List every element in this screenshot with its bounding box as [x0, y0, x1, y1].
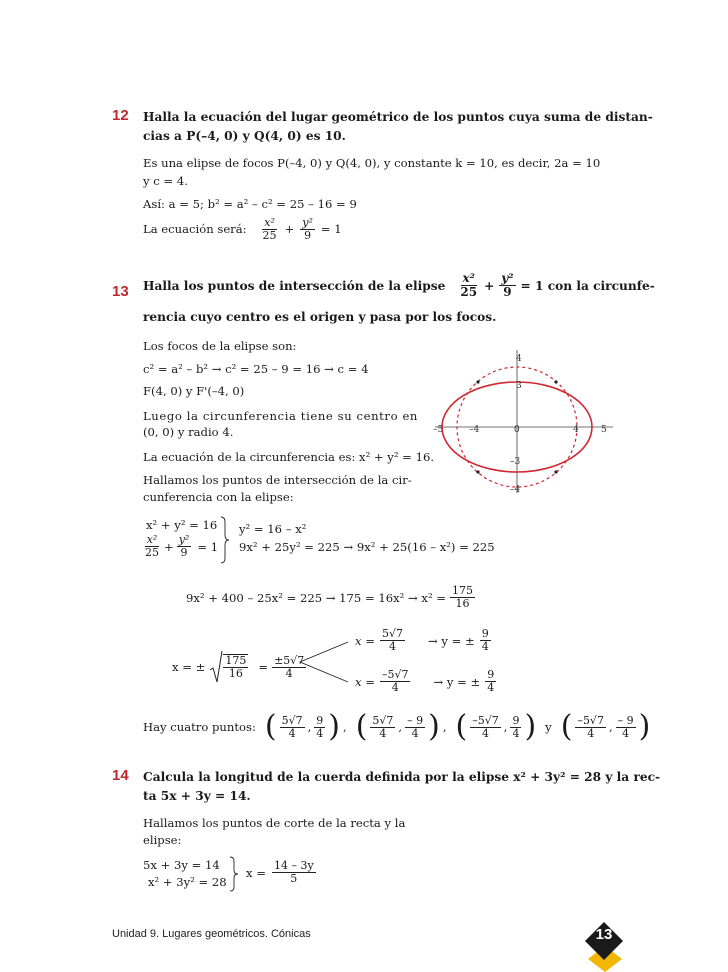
arrow-text: → y = ±: [427, 633, 475, 648]
paren-open: (: [264, 709, 277, 744]
statement-text: = 1 con la circunfe-: [520, 278, 655, 293]
plus-sign: +: [164, 539, 174, 554]
tick-x-0: 0: [514, 425, 520, 435]
problem-14-solve-x: [246, 860, 316, 885]
problem-13-line4: Luego la circunferencia tiene su centro en: [143, 409, 418, 423]
x-equals: x = ±: [172, 660, 206, 674]
paren-open: (: [560, 709, 573, 744]
problem-12-statement-line2: cias a P(–4, 0) y Q(4, 0) es 10.: [143, 129, 346, 143]
paren-close: ): [524, 709, 537, 744]
problem-13-statement-line2: rencia cuyo centro es el origen y pasa por los focos.: [143, 310, 497, 324]
problem-number-14: 14: [112, 767, 129, 784]
problem-number-12: 12: [112, 107, 129, 124]
fraction: $\frac{\text{x²}}{25}$: [262, 216, 277, 242]
system-eq1: x² + y² = 16: [146, 518, 218, 532]
fraction: $\frac{\text{x²}}{25}$: [145, 533, 159, 559]
problem-14-statement-line1: Calcula la longitud de la cuerda definida por la elipse x² + 3y² = 28 y la rec-: [143, 770, 661, 784]
problem-13-statement-line1: [143, 272, 655, 299]
problem-number-13: 13: [112, 283, 129, 300]
problem-12-statement-line1: Halla la ecuación del lugar geométrico de los puntos cuya suma de distan-: [143, 110, 653, 124]
fraction: $\frac{\text{y²}}{9}$: [178, 533, 190, 559]
right-brace-icon: [229, 856, 239, 892]
equals-sign: =: [258, 660, 269, 674]
system-eq2: x² + 3y² = 28: [148, 875, 227, 889]
problem-14-statement-line2: ta 5x + 3y = 14.: [143, 789, 251, 803]
fraction: $\frac{- 9}{4}$: [617, 713, 634, 740]
problem-12-answer-line2: y c = 4.: [143, 174, 188, 188]
system-right-eq2: 9x² + 25y² = 225 → 9x² + 25(16 – x²) = 225: [239, 540, 495, 554]
tick-x-neg5: –5: [433, 425, 444, 435]
footer-chapter-title: Unidad 9. Lugares geométricos. Cónicas: [112, 928, 311, 940]
comma: ,: [503, 720, 508, 734]
paren-open: (: [455, 709, 468, 744]
equation-rhs: = 1: [197, 539, 219, 554]
fraction: $\frac{9}{4}$: [512, 713, 520, 740]
page-number: 13: [595, 926, 613, 943]
fraction: $\frac{175}{16}$: [225, 654, 247, 680]
problem-13-line6: La ecuación de la circunferencia es: x² + y² = 16.: [143, 450, 435, 464]
intersection-point: [476, 380, 479, 383]
fraction: $\frac{\text{x²}}{25}$: [460, 271, 478, 299]
problem-13-line7: Hallamos los puntos de intersección de la cir-: [143, 473, 412, 487]
fraction: $\frac{5√7}{4}$: [281, 713, 303, 740]
fraction: $\frac{\text{y²}}{9}$: [302, 216, 313, 242]
problem-12-answer-line3: Así: a = 5; b² = a² – c² = 25 – 16 = 9: [143, 197, 357, 211]
tick-y-neg3: –3: [510, 457, 521, 467]
plus-sign: +: [284, 222, 295, 236]
x-equals: x =: [355, 674, 375, 689]
fraction: $\frac{175}{16}$: [452, 584, 474, 610]
fraction: $\frac{- 9}{4}$: [407, 713, 424, 740]
tick-y-3: 3: [516, 381, 522, 391]
x-equals: x =: [246, 865, 266, 880]
fraction: $\frac{9}{4}$: [316, 713, 324, 740]
intersection-point: [476, 470, 479, 473]
problem-13-line3: F(4, 0) y F'(–4, 0): [143, 384, 245, 398]
equation-rhs: = 1: [320, 222, 342, 236]
comma: ,: [307, 720, 312, 734]
fraction: $\frac{\text{y²}}{9}$: [501, 271, 514, 299]
square-root: [209, 650, 248, 684]
problem-13-line2: c² = a² – b² → c² = 25 – 9 = 16 → c = 4: [143, 362, 369, 376]
tick-y-4: 4: [516, 354, 522, 364]
problem-13-line5: (0, 0) y radio 4.: [143, 425, 234, 439]
problem-14-line1: Hallamos los puntos de corte de la recta y la: [143, 816, 406, 830]
tick-x-neg4: –4: [469, 425, 480, 435]
four-points-line: [143, 709, 651, 744]
problem-12-equation: [143, 217, 342, 242]
comma: ,: [608, 720, 613, 734]
separator: ,: [442, 720, 447, 734]
comma: ,: [398, 720, 403, 734]
problem-13-line8: cunferencia con la elipse:: [143, 490, 294, 504]
plus-sign: +: [484, 278, 495, 293]
system-right-eq1: y² = 16 – x²: [239, 522, 307, 536]
branch-positive: [355, 628, 491, 653]
intersection-point: [554, 470, 557, 473]
fraction: $\frac{5√7}{4}$: [372, 713, 394, 740]
tick-y-neg4: –4: [510, 485, 521, 495]
solve-step: [186, 585, 475, 610]
problem-14-system: [143, 858, 227, 889]
problem-13-line1: Los focos de la elipse son:: [143, 339, 297, 353]
points-label: Hay cuatro puntos:: [143, 720, 256, 734]
fraction: $\frac{14 - 3y}{5}$: [273, 859, 314, 885]
x-equals: x =: [355, 633, 375, 648]
step-text: 9x² + 400 – 25x² = 225 → 175 = 16x² → x² =: [186, 590, 447, 605]
problem-14-line2: elipse:: [143, 833, 182, 847]
fraction: $\frac{-5√7}{4}$: [577, 713, 604, 740]
tick-x-5: 5: [601, 425, 607, 435]
paren-close: ): [428, 709, 440, 744]
fraction: $\frac{9}{4}$: [487, 668, 495, 694]
paren-open: (: [355, 709, 368, 744]
separator: ,: [343, 720, 347, 734]
fraction: $\frac{5√7}{4}$: [381, 627, 403, 653]
x-value-equation: [172, 650, 306, 684]
fraction: $\frac{9}{4}$: [481, 627, 489, 653]
intersection-point: [554, 380, 557, 383]
paren-close: ): [638, 709, 651, 744]
branch-lines: [298, 640, 350, 684]
arrow-text: → y = ±: [433, 674, 481, 689]
sqrt-sign-icon: [209, 650, 223, 684]
paren-close: ): [328, 709, 340, 744]
ellipse-circle-graph: [425, 345, 620, 495]
problem-12-answer-line1: Es una elipse de focos P(–4, 0) y Q(4, 0), y constante k = 10, es decir, 2a = 10: [143, 156, 601, 170]
system-eq1: 5x + 3y = 14: [143, 858, 220, 872]
statement-text: Halla los puntos de intersección de la elipse: [143, 278, 446, 293]
fraction: $\frac{-5√7}{4}$: [381, 668, 409, 694]
fraction: $\frac{\pm 5√7}{4}$: [274, 653, 305, 680]
branch-negative: [355, 669, 496, 694]
fraction: $\frac{-5√7}{4}$: [472, 713, 499, 740]
equation-label: La ecuación será:: [143, 222, 247, 236]
right-brace-icon: [220, 516, 230, 564]
separator: y: [545, 720, 552, 734]
tick-x-4: 4: [573, 425, 579, 435]
